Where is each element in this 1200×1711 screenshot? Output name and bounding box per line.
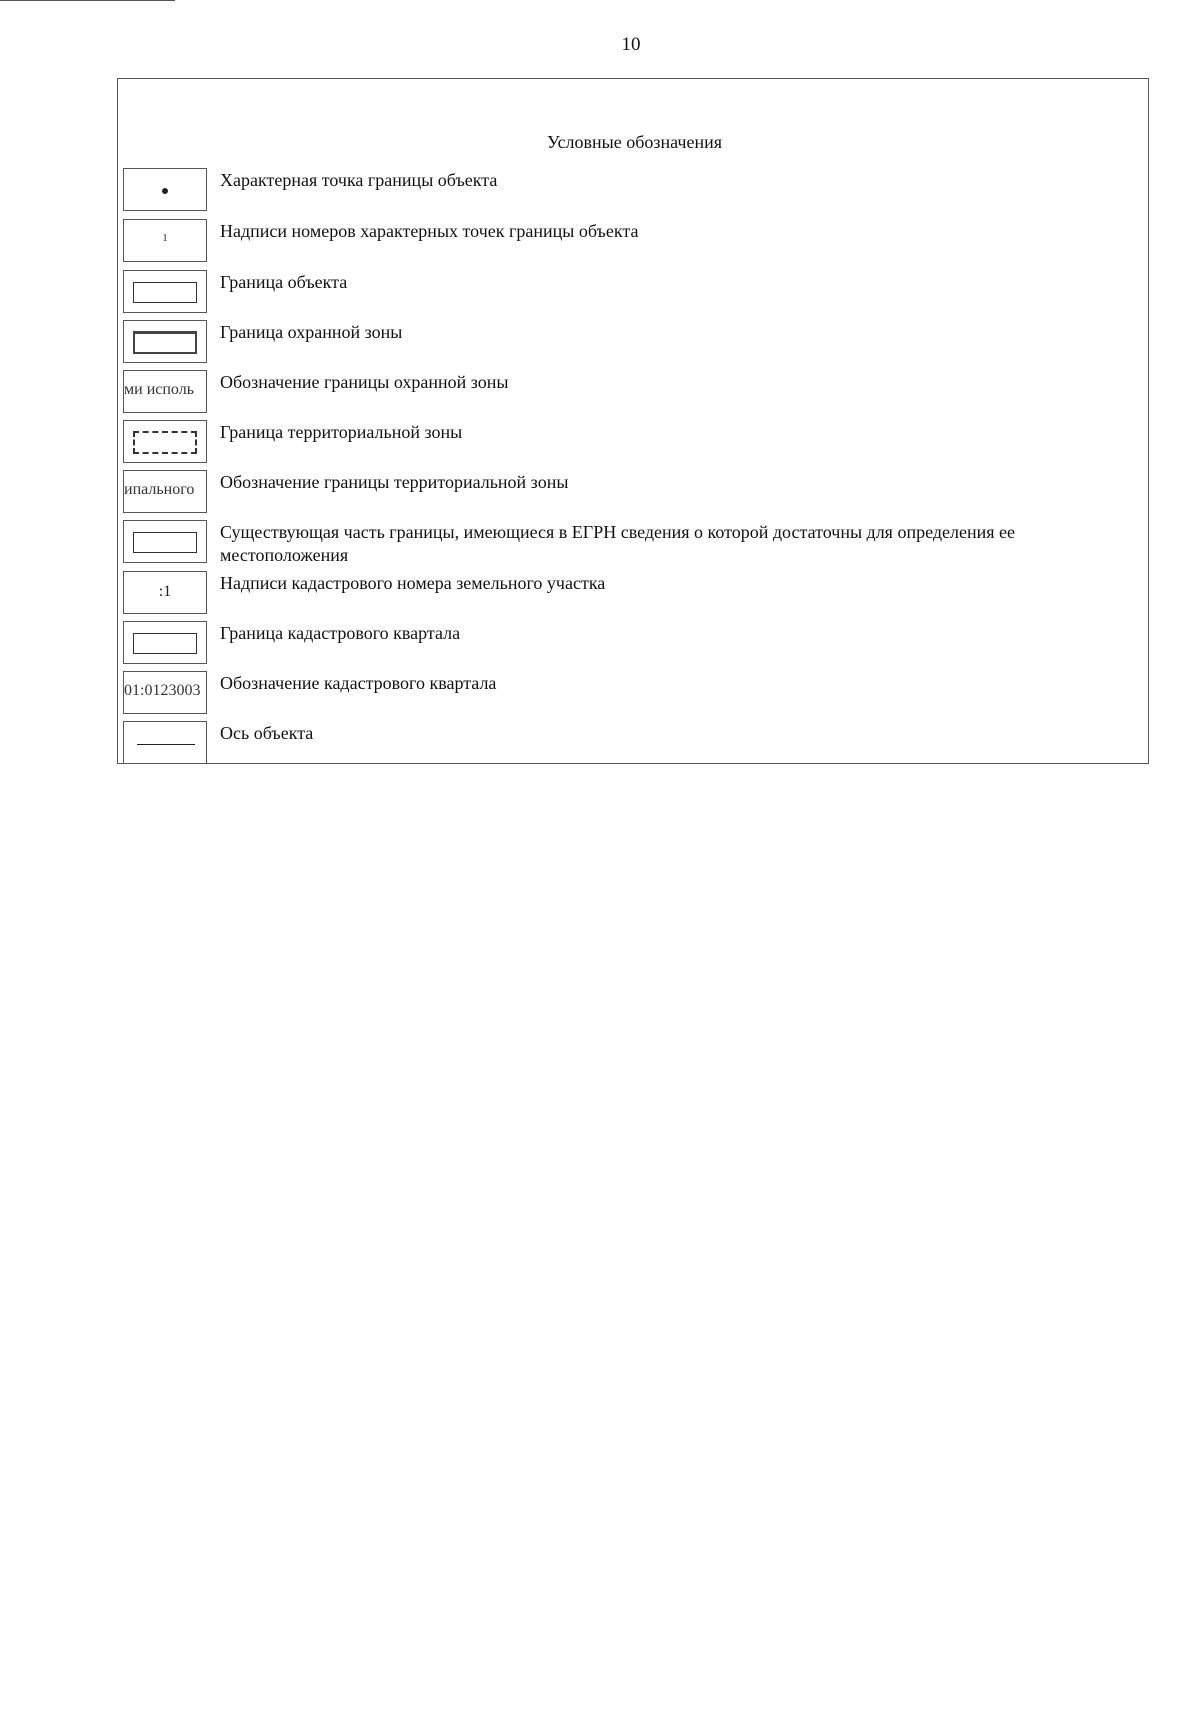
legend-item-description: Обозначение кадастрового квартала <box>220 673 497 693</box>
legend-item-description: Существующая часть границы, имеющиеся в ЕГРН сведения о которой достаточны для определения ее местоположения <box>220 522 1015 565</box>
point-number-sample: 1 <box>162 233 168 244</box>
legend-item-boundary-point <box>123 168 1153 213</box>
page-number: 10 <box>621 34 641 55</box>
point-dot-icon <box>162 188 168 194</box>
existing-boundary-box-icon <box>133 532 197 553</box>
legend-item-object-axis <box>123 721 1153 766</box>
territorial-zone-symbol <box>123 420 207 463</box>
legend-item-protection-zone <box>123 320 1153 365</box>
scan-edge-mark <box>0 0 175 2</box>
protection-zone-label-symbol <box>123 370 207 413</box>
protection-zone-box-icon <box>133 331 197 354</box>
legend-item-description: Характерная точка границы объекта <box>220 170 498 190</box>
boundary-box-icon <box>133 282 197 303</box>
legend-item-territorial-zone <box>123 420 1153 465</box>
cadastral-quarter-label-symbol <box>123 671 207 714</box>
legend-item-object-boundary <box>123 270 1153 315</box>
territorial-zone-label-symbol <box>123 470 207 513</box>
existing-boundary-symbol <box>123 520 207 563</box>
cadastral-quarter-boundary-symbol <box>123 621 207 664</box>
legend-item-territorial-zone-label <box>123 470 1153 515</box>
legend-item-description: Граница кадастрового квартала <box>220 623 461 643</box>
legend-item-cadastral-quarter-boundary <box>123 621 1153 666</box>
protection-zone-symbol <box>123 320 207 363</box>
legend-item-description: Граница территориальной зоны <box>220 422 463 442</box>
cadastral-number-symbol <box>123 571 207 614</box>
legend-item-description: Надписи кадастрового номера земельного участка <box>220 573 606 593</box>
legend-item-protection-zone-label <box>123 370 1153 415</box>
legend-title: Условные обозначения <box>546 132 723 152</box>
cadastral-quarter-label-sample: 01:0123003 <box>124 682 201 699</box>
legend-item-description: Граница охранной зоны <box>220 322 403 342</box>
legend-item-description: Граница объекта <box>220 272 348 292</box>
legend-item-description: Ось объекта <box>220 723 314 743</box>
legend-item-cadastral-number <box>123 571 1153 616</box>
axis-line-icon <box>137 744 195 745</box>
legend-item-description: Надписи номеров характерных точек границы объекта <box>220 221 639 241</box>
legend-item-point-numbers <box>123 219 1153 264</box>
boundary-point-symbol <box>123 168 207 211</box>
territorial-zone-label-sample: ипального <box>124 481 195 498</box>
protection-zone-label-sample: ми исполь <box>124 381 194 398</box>
territorial-zone-box-icon <box>133 431 197 454</box>
legend-item-description: Обозначение границы охранной зоны <box>220 372 509 392</box>
legend-item-existing-boundary <box>123 520 1153 565</box>
legend-item-description: Обозначение границы территориальной зоны <box>220 472 569 492</box>
object-axis-symbol <box>123 721 207 764</box>
object-boundary-symbol <box>123 270 207 313</box>
point-number-symbol <box>123 219 207 262</box>
legend-item-cadastral-quarter-label <box>123 671 1153 716</box>
cadastral-number-sample: :1 <box>158 583 172 600</box>
cadastral-quarter-box-icon <box>133 633 197 654</box>
